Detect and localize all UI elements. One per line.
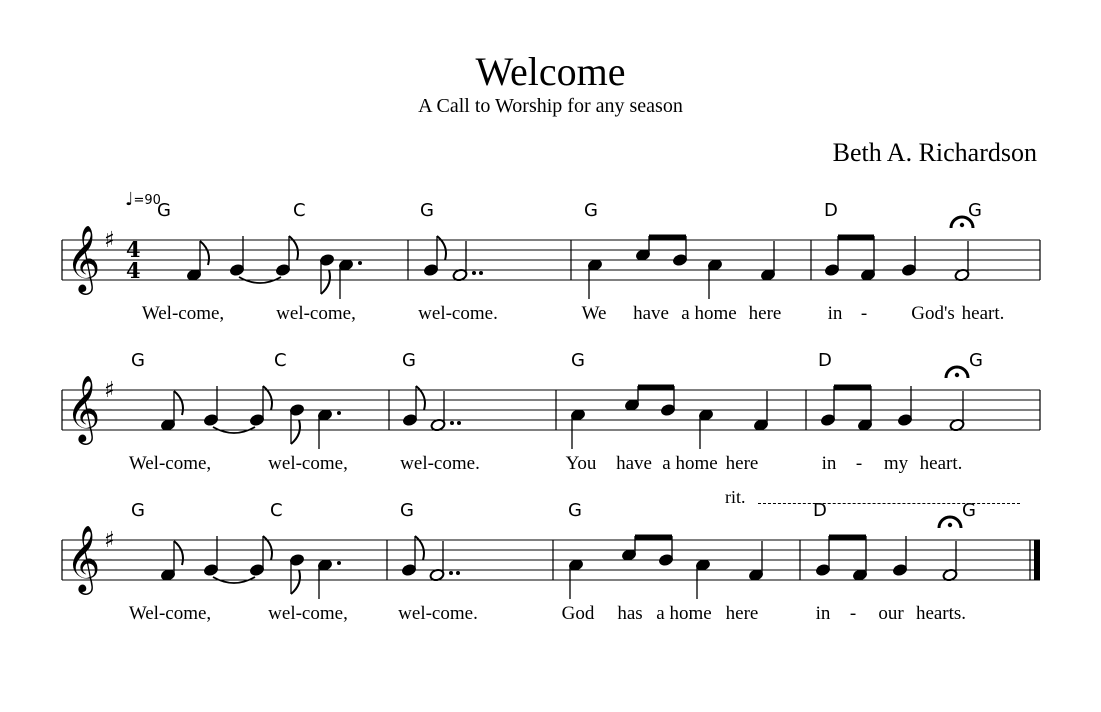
chord-symbol: G [962,500,976,521]
augmentation-dot [337,561,341,565]
chord-symbol: G [968,200,982,221]
note [452,241,483,282]
note [753,391,769,432]
lyric-syllable: You [565,453,597,474]
chord-symbol: C [270,500,283,521]
sharp-icon: ♯ [104,528,115,553]
note [317,408,341,449]
lyric-syllable: wel-come, [268,603,348,624]
lyric-syllable: heart. [961,303,1005,324]
chord-symbol: C [274,350,287,371]
lyric-syllable: have [616,453,652,474]
lyric-syllable: God [561,603,595,624]
chord-symbol: G [584,200,598,221]
treble-clef-icon: 𝄞 [66,374,101,442]
note [695,558,711,599]
note [203,386,219,427]
note-flag [321,270,330,294]
lyric-syllable: wel-come, [276,303,356,324]
note [229,236,245,277]
lyric-syllable: our [878,603,904,624]
note [317,558,341,599]
chord-symbol: G [420,200,434,221]
lyric-syllable: in [821,453,837,474]
lyric-syllable: in [827,303,843,324]
lyric-syllable: God's [911,303,955,324]
note [570,408,586,449]
note [748,541,764,582]
quarter-note-icon: ♩ [125,189,134,210]
note-flag [200,241,209,265]
augmentation-dot [449,571,453,575]
augmentation-dot [457,421,461,425]
note [402,386,425,427]
time-signature-numerator: 4 [126,237,141,262]
note-flag [291,570,300,594]
lyric-syllable: Wel-come, [128,453,212,474]
chord-symbol: G [400,500,414,521]
note [275,236,298,277]
note [672,236,688,267]
chord-symbol: C [293,200,306,221]
lyric-syllable: have [633,303,669,324]
note [249,536,272,577]
ritardando-marking: rit. [725,487,746,507]
note [160,541,183,582]
lyric-syllable: here [725,453,759,474]
note [587,258,603,299]
note [860,236,876,282]
final-bar-thick [1034,540,1040,580]
lyric-syllable: wel-come. [400,453,480,474]
note [897,386,913,427]
note [319,253,335,294]
note [707,258,723,299]
lyric-syllable: - [849,603,857,624]
chord-symbol: G [568,500,582,521]
lyric-syllable: has [617,603,643,624]
treble-clef-icon: 𝄞 [66,224,101,292]
chord-symbol: G [969,350,983,371]
note [249,386,272,427]
lyric-syllable: a home [656,603,712,624]
lyric-syllable: Wel-come, [141,303,225,324]
chord-symbol: G [131,350,145,371]
lyric-syllable: wel-come. [398,603,478,624]
chord-symbol: D [818,350,832,371]
lyric-syllable: hearts. [915,603,967,624]
tempo-value: =90 [133,193,161,208]
chord-symbol: G [402,350,416,371]
note [401,536,424,577]
note-flag [174,391,183,415]
piece-title: Welcome [475,49,626,94]
note [892,536,908,577]
chord-symbol: D [824,200,838,221]
lyric-syllable: Wel-come, [128,603,212,624]
note [852,536,868,582]
note [429,541,460,582]
note [289,553,305,594]
augmentation-dot [358,261,362,265]
augmentation-dot [450,421,454,425]
lyric-syllable: here [725,603,759,624]
lyric-syllable: a home [681,303,737,324]
chord-symbol: D [813,500,827,521]
note [901,236,917,277]
chord-symbol: G [571,350,585,371]
note [186,241,209,282]
lyric-syllable: in [815,603,831,624]
augmentation-dot [337,411,341,415]
note [658,536,674,567]
note [568,558,584,599]
lyric-syllable: my [883,453,909,474]
note-flag [174,541,183,565]
note [338,258,362,299]
chord-symbol: G [157,200,171,221]
note [289,403,305,444]
note [857,386,873,432]
note [951,217,973,282]
sharp-icon: ♯ [104,228,115,253]
augmentation-dot [479,271,483,275]
note [698,408,714,449]
time-signature-denominator: 4 [126,258,141,283]
composer-name: Beth A. Richardson [832,138,1037,167]
lyric-syllable: We [581,303,607,324]
lyric-syllable: - [860,303,868,324]
note [939,517,961,582]
note [430,391,461,432]
augmentation-dot [456,571,460,575]
note [203,536,219,577]
lyric-syllable: wel-come, [268,453,348,474]
lyric-syllable: heart. [919,453,963,474]
augmentation-dot [472,271,476,275]
lyric-syllable: - [855,453,863,474]
note [660,386,676,417]
note-flag [291,420,300,444]
lyric-syllable: a home [662,453,718,474]
fermata-dot [955,373,959,377]
chord-symbol: G [131,500,145,521]
piece-subtitle: A Call to Worship for any season [418,95,683,117]
sharp-icon: ♯ [104,378,115,403]
note [423,236,446,277]
lyric-syllable: here [748,303,782,324]
fermata-dot [948,523,952,527]
note [946,367,968,432]
treble-clef-icon: 𝄞 [66,524,101,592]
lyric-syllable: wel-come. [418,303,498,324]
fermata-dot [960,223,964,227]
note [760,241,776,282]
note [160,391,183,432]
